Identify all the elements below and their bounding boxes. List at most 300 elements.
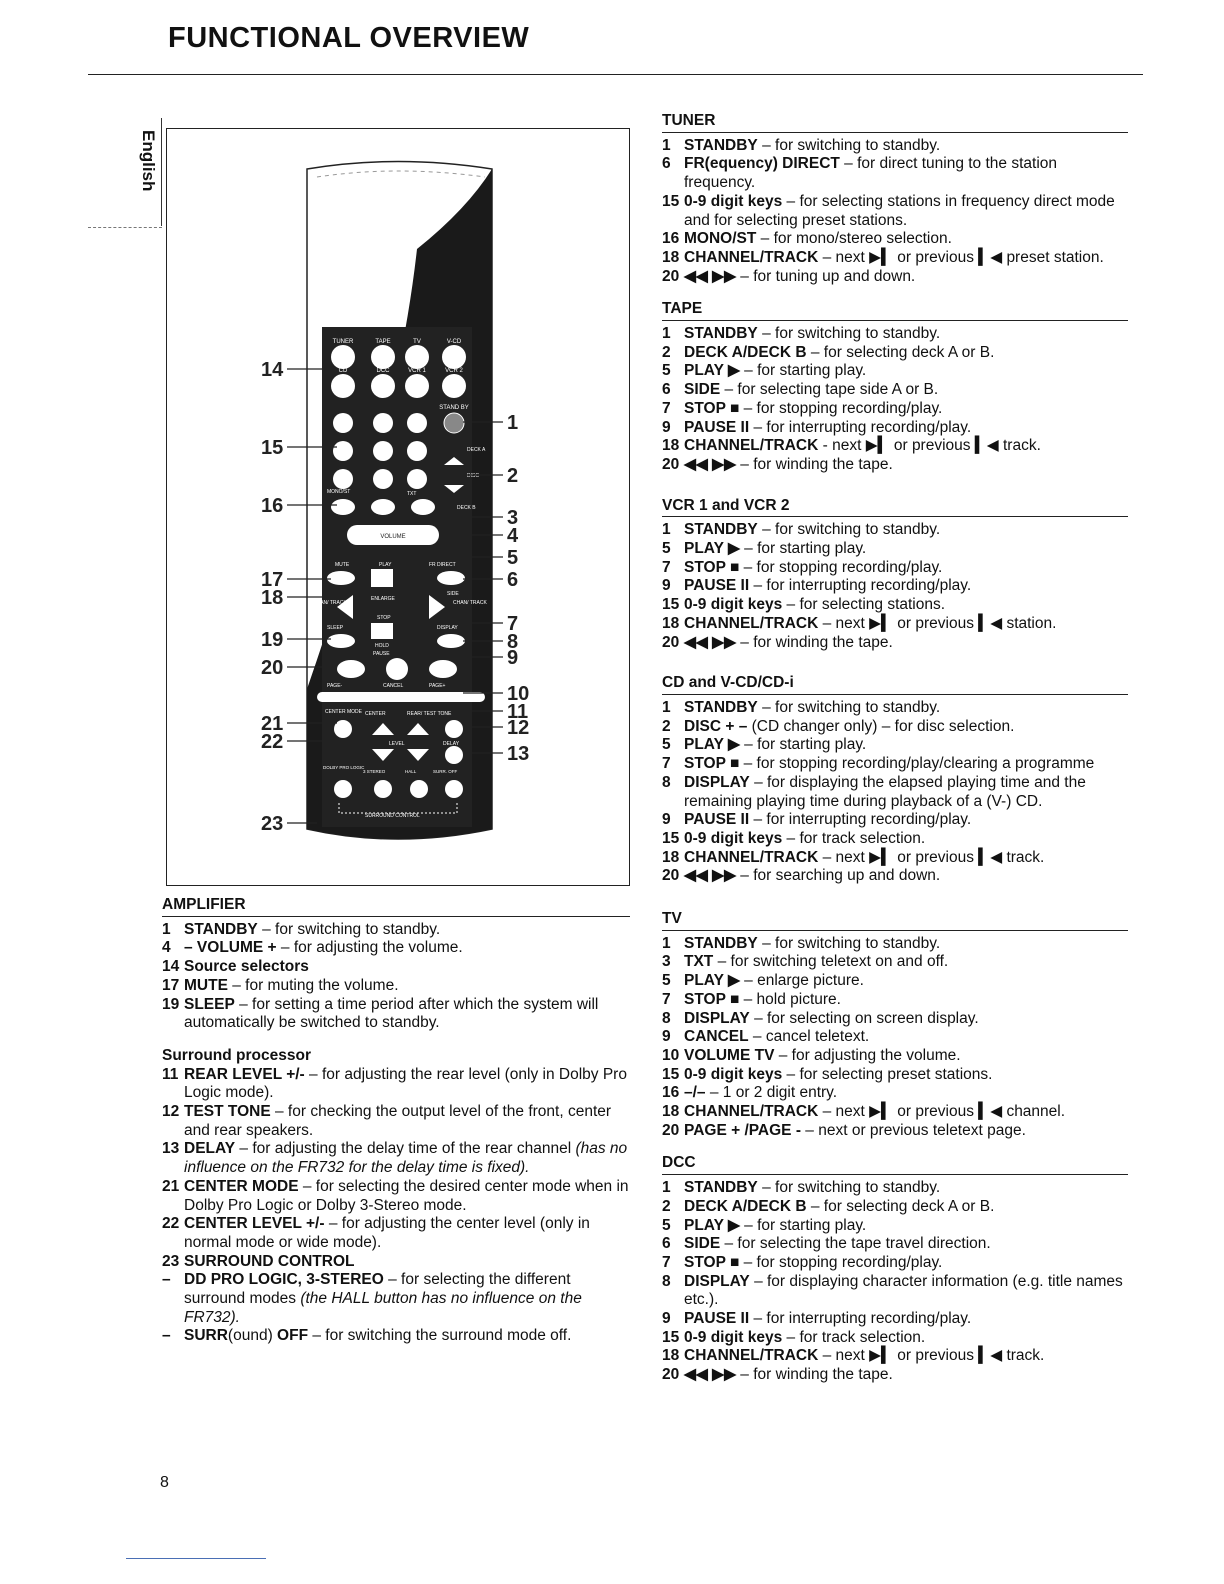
item-text <box>684 935 1128 954</box>
item-key: PLAY ▶ <box>684 972 740 990</box>
item-number: 18 <box>662 848 680 866</box>
item-number: 9 <box>662 418 671 436</box>
item-key: STANDBY <box>684 325 758 343</box>
item-key: CHANNEL/TRACK <box>684 437 819 455</box>
tab-bar <box>161 118 162 226</box>
item-key: DISPLAY <box>684 773 750 791</box>
item-number: 15 <box>662 1065 680 1083</box>
item-text <box>684 249 1128 268</box>
item-number: 9 <box>662 811 671 829</box>
cd-item <box>662 736 1128 755</box>
item-key: REAR LEVEL +/- <box>184 1065 305 1083</box>
dcc-item <box>662 1329 1128 1348</box>
remote-illustration <box>167 129 629 885</box>
item-key: PLAY ▶ <box>684 540 740 558</box>
tuner-item <box>662 137 1128 156</box>
item-key: CHANNEL/TRACK <box>684 614 819 632</box>
tab-dash <box>88 227 162 228</box>
sleep-label: SLEEP <box>327 625 344 631</box>
item-number: 6 <box>662 1235 671 1253</box>
item-number: 1 <box>662 934 671 952</box>
item-text <box>184 958 630 977</box>
item-number: 6 <box>662 155 671 173</box>
item-text <box>684 596 1128 615</box>
source-label: VCR 1 <box>408 368 426 374</box>
tape-item <box>662 437 1128 456</box>
amplifier-heading: AMPLIFIER <box>162 896 630 917</box>
item-text <box>684 1254 1128 1273</box>
play-label: PLAY <box>379 562 392 568</box>
item-text <box>684 1028 1128 1047</box>
source-button <box>331 374 355 398</box>
tv-item <box>662 1084 1128 1103</box>
pause-label: PAUSE <box>373 651 390 657</box>
stop-button <box>371 623 393 639</box>
item-text <box>684 774 1128 811</box>
item-number: 7 <box>662 755 671 773</box>
item-number: 14 <box>162 958 180 976</box>
item-key: 0-9 digit keys <box>684 1328 783 1346</box>
item-number: 3 <box>662 953 671 971</box>
item-key: STANDBY <box>184 920 258 938</box>
callout-number: 23 <box>261 813 284 835</box>
vcr-section <box>662 497 1128 653</box>
item-text <box>684 972 1128 991</box>
tv-item <box>662 972 1128 991</box>
callout-number: 1 <box>507 412 519 434</box>
source-label: V-CD <box>446 339 462 345</box>
item-text <box>184 1271 630 1327</box>
item-text <box>684 615 1128 634</box>
tv-item <box>662 953 1128 972</box>
item-desc: – enlarge picture. <box>739 972 864 990</box>
callout-number: 2 <box>507 465 519 487</box>
surround-heading: Surround processor <box>162 1046 311 1064</box>
item-key: DISC + – <box>684 717 748 735</box>
surround-mode-button <box>374 780 392 798</box>
item-number: 10 <box>662 1046 680 1064</box>
item-key: STANDBY <box>684 521 758 539</box>
item-desc: – for displaying the elapsed playing time and the remaining playing time during playback of a (V-) CD. <box>684 773 1086 810</box>
item-text <box>684 755 1128 774</box>
item-number: 20 <box>662 455 680 473</box>
item-desc: – for muting the volume. <box>227 976 399 994</box>
source-button <box>442 345 466 369</box>
item-key: SURR <box>184 1327 228 1345</box>
callout-number: 11 <box>507 701 529 723</box>
item-text <box>684 155 1128 192</box>
vcr-heading: VCR 1 and VCR 2 <box>662 497 1128 518</box>
item-key: SIDE <box>684 381 721 399</box>
item-desc: – for selecting stations in frequency direct mode and for selecting preset stations. <box>684 192 1115 229</box>
tape-item <box>662 419 1128 438</box>
item-number: 2 <box>662 717 671 735</box>
disc-label: DISC <box>467 473 479 479</box>
item-number: 15 <box>662 1328 680 1346</box>
amplifier-item <box>162 977 630 996</box>
item-number: 5 <box>662 1216 671 1234</box>
item-number: 2 <box>662 343 671 361</box>
item-desc: – for searching up and down. <box>736 867 941 885</box>
sleep-button <box>327 634 355 648</box>
item-text <box>684 1366 1128 1385</box>
callout-number: 4 <box>507 525 519 547</box>
item-key: 0-9 digit keys <box>684 192 783 210</box>
surround-mode-button <box>334 780 352 798</box>
item-number: 17 <box>162 976 180 994</box>
vcr-item <box>662 615 1128 634</box>
dcc-item <box>662 1310 1128 1329</box>
item-desc: – next ▶▍ or previous ▍◀ track. <box>818 1347 1045 1365</box>
callout-number: 14 <box>261 359 284 381</box>
digit-button <box>407 441 427 461</box>
item-text <box>684 811 1128 830</box>
item-desc: – for selecting the tape travel direction. <box>720 1235 991 1253</box>
item-desc: – for setting a time period after which the system will automatically be switched to standby. <box>184 995 599 1032</box>
item-desc: – for stopping recording/play/clearing a programme <box>739 755 1095 773</box>
item-key: 0-9 digit keys <box>684 596 783 614</box>
item-text <box>184 1066 630 1103</box>
tape-item <box>662 400 1128 419</box>
item-dash: – <box>162 1271 171 1289</box>
source-button <box>405 345 429 369</box>
tv-item <box>662 1066 1128 1085</box>
item-text <box>684 867 1128 886</box>
item-text <box>184 1215 630 1252</box>
item-text <box>184 1178 630 1215</box>
item-key: TXT <box>684 953 714 971</box>
item-desc: – cancel teletext. <box>748 1028 870 1046</box>
item-desc: – for switching to standby. <box>757 1179 941 1197</box>
cd-heading: CD and V-CD/CD-i <box>662 674 1128 695</box>
tv-item <box>662 1122 1128 1141</box>
callout-number: 18 <box>261 587 284 609</box>
item-text <box>684 991 1128 1010</box>
item-desc: – for stopping recording/play. <box>739 1253 943 1271</box>
item-number: 8 <box>662 1009 671 1027</box>
dolby-label: DOLBY PRO LOGIC <box>323 765 365 770</box>
tape-item <box>662 325 1128 344</box>
item-number: 20 <box>662 1121 680 1139</box>
item-desc: – for selecting deck A or B. <box>806 343 995 361</box>
source-label: TV <box>413 339 421 345</box>
item-number: 1 <box>662 136 671 154</box>
item-desc: – for track selection. <box>782 829 926 847</box>
item-desc: – for selecting the different surround modes <box>184 1271 571 1308</box>
item-note: (the HALL button has no influence on the FR732). <box>184 1290 582 1326</box>
item-desc: – for adjusting the delay time of the rear channel <box>235 1140 576 1158</box>
item-desc: – next ▶▍ or previous ▍◀ preset station. <box>818 248 1104 266</box>
item-key: MUTE <box>184 976 228 994</box>
item-number: 7 <box>662 399 671 417</box>
surround-item <box>162 1066 630 1103</box>
item-text <box>684 1179 1128 1198</box>
page-title: FUNCTIONAL OVERVIEW <box>168 22 530 54</box>
digit-button <box>373 441 393 461</box>
item-text <box>684 1329 1128 1348</box>
item-text <box>684 437 1128 456</box>
item-number: 18 <box>662 614 680 632</box>
item-text <box>684 1084 1128 1103</box>
item-number: 12 <box>162 1103 180 1121</box>
item-dash: – <box>162 1327 171 1345</box>
item-key: CANCEL <box>684 1028 749 1046</box>
item-text <box>184 939 630 958</box>
cd-item <box>662 811 1128 830</box>
monost-label: MONO/ST <box>327 489 351 495</box>
item-number: 16 <box>662 1084 680 1102</box>
item-key: PLAY ▶ <box>684 736 740 754</box>
amplifier-section <box>162 896 630 1346</box>
item-key: ◀◀ ▶▶ <box>684 867 736 885</box>
fr-direct-label: FR DIRECT <box>429 562 456 568</box>
item-desc: – for selecting preset stations. <box>782 1065 993 1083</box>
callout-number: 13 <box>507 743 530 765</box>
surr-off-label: SURR. OFF <box>433 769 458 774</box>
item-text <box>184 1103 630 1140</box>
digit-button <box>407 469 427 489</box>
tv-item <box>662 1103 1128 1122</box>
item-key: VOLUME TV <box>684 1046 775 1064</box>
item-key: STANDBY <box>684 934 758 952</box>
play-button <box>371 569 393 587</box>
remote-figure <box>166 128 630 886</box>
cd-item <box>662 849 1128 868</box>
digit-button <box>331 499 355 515</box>
item-text <box>684 1235 1128 1254</box>
item-text <box>684 559 1128 578</box>
item-key: MONO/ST <box>684 230 757 248</box>
callout-number: 16 <box>261 495 284 517</box>
item-number: 11 <box>162 1065 179 1083</box>
item-number: 5 <box>662 540 671 558</box>
title-rule <box>88 74 1143 75</box>
surround-mode-item <box>162 1271 630 1327</box>
item-number: 20 <box>662 633 680 651</box>
digit-button <box>373 413 393 433</box>
item-number: 4 <box>162 939 171 957</box>
item-key: CHANNEL/TRACK <box>684 1347 819 1365</box>
side-label: SIDE <box>447 591 459 597</box>
tv-item <box>662 1047 1128 1066</box>
item-key: FR(equency) DIRECT <box>684 155 840 173</box>
item-text <box>684 1217 1128 1236</box>
item-key: PAGE + /PAGE - <box>684 1121 801 1139</box>
item-number: 5 <box>662 736 671 754</box>
mute-button <box>327 571 355 585</box>
item-desc: – for starting play. <box>739 736 867 754</box>
item-key: STANDBY <box>684 698 758 716</box>
digit-button <box>333 441 353 461</box>
item-key: DISPLAY <box>684 1009 750 1027</box>
tv-item <box>662 991 1128 1010</box>
item-desc: – next or previous teletext page. <box>801 1121 1026 1139</box>
item-key: STOP ■ <box>684 1253 740 1271</box>
item-text <box>684 456 1128 475</box>
item-key: PAUSE II <box>684 577 750 595</box>
callout-number: 20 <box>261 657 284 679</box>
item-desc: – for adjusting the volume. <box>276 939 463 957</box>
item-desc: – for interrupting recording/play. <box>749 577 972 595</box>
item-text <box>684 699 1128 718</box>
item-text <box>684 1103 1128 1122</box>
dcc-item <box>662 1273 1128 1310</box>
delay-label: DELAY <box>443 741 460 747</box>
amplifier-item <box>162 921 630 940</box>
item-number: 21 <box>162 1177 180 1195</box>
item-key: STOP ■ <box>684 558 740 576</box>
source-button <box>331 345 355 369</box>
item-text <box>684 540 1128 559</box>
tape-section <box>662 300 1128 474</box>
chan-track-right-label: CHAN/ TRACK <box>453 600 487 606</box>
dcc-item <box>662 1217 1128 1236</box>
item-key: ◀◀ ▶▶ <box>684 267 736 285</box>
item-text <box>684 325 1128 344</box>
tape-item <box>662 381 1128 400</box>
fr-direct-button <box>437 571 465 585</box>
item-number: 1 <box>662 1179 671 1197</box>
callout-number: 6 <box>507 569 519 591</box>
source-label: TAPE <box>375 339 391 345</box>
tv-item <box>662 1010 1128 1029</box>
tuner-item <box>662 268 1128 287</box>
item-text <box>684 1347 1128 1366</box>
item-text <box>184 1140 630 1177</box>
item-desc: – for interrupting recording/play. <box>749 811 972 829</box>
item-desc: – for selecting the desired center mode when in Dolby Pro Logic or Dolby 3-Stereo mode. <box>184 1177 629 1214</box>
item-text <box>184 921 630 940</box>
item-number: 9 <box>662 577 671 595</box>
vcr-item <box>662 540 1128 559</box>
item-text <box>684 1122 1128 1141</box>
tuner-item <box>662 230 1128 249</box>
tuner-item <box>662 155 1128 192</box>
center-mode-label: CENTER MODE <box>325 709 362 715</box>
item-text <box>684 344 1128 363</box>
source-label: CD <box>338 368 348 374</box>
item-number: 7 <box>662 558 671 576</box>
callout-number: 9 <box>507 647 519 669</box>
callout-number: 7 <box>507 613 519 635</box>
tuner-section <box>662 112 1128 286</box>
item-number: 2 <box>662 1197 671 1215</box>
dcc-section <box>662 1154 1128 1384</box>
item-desc: – for tuning up and down. <box>736 267 916 285</box>
surround-mode-item <box>162 1327 630 1346</box>
dcc-item <box>662 1347 1128 1366</box>
language-tab <box>128 118 162 228</box>
surround-control-label: SURROUND CONTROL <box>365 813 420 819</box>
item-number: 1 <box>162 920 171 938</box>
stop-label: STOP <box>377 615 391 621</box>
item-desc: – for starting play. <box>739 362 867 380</box>
item-key: PAUSE II <box>684 1310 750 1328</box>
item-key: SIDE <box>684 1235 721 1253</box>
language-label: English <box>139 130 158 192</box>
item-text <box>684 1310 1128 1329</box>
item-desc: – for switching to standby. <box>757 325 941 343</box>
item-number: 7 <box>662 1253 671 1271</box>
item-key: DECK A/DECK B <box>684 343 807 361</box>
tv-heading: TV <box>662 910 1128 931</box>
item-number: 1 <box>662 698 671 716</box>
item-key: ◀◀ ▶▶ <box>684 633 736 651</box>
item-note: (has no influence on the FR732 for the delay time is fixed). <box>184 1140 628 1177</box>
item-desc: – for adjusting the center level (only in normal mode or wide mode). <box>184 1215 590 1251</box>
item-desc: – for selecting deck A or B. <box>806 1197 995 1215</box>
source-button <box>405 374 429 398</box>
item-key: CHANNEL/TRACK <box>684 1103 819 1121</box>
stereo3-label: 3 STEREO <box>363 769 386 774</box>
surround-item <box>162 1253 630 1272</box>
item-text <box>684 1273 1128 1310</box>
digit-button <box>411 499 435 515</box>
item-desc: – for displaying character information (e.g. title names etc.). <box>684 1272 1123 1309</box>
pause-button <box>386 658 408 680</box>
hall-label: HALL <box>405 769 417 774</box>
item-number: 20 <box>662 867 680 885</box>
volume-label: VOLUME <box>380 534 406 540</box>
callout-number: 22 <box>261 731 284 753</box>
surround-mode-button <box>410 780 428 798</box>
item-text <box>684 521 1128 540</box>
item-text <box>684 1047 1128 1066</box>
item-key: STOP ■ <box>684 990 740 1008</box>
source-label: TUNER <box>332 339 354 345</box>
source-button <box>442 374 466 398</box>
item-text <box>684 1198 1128 1217</box>
item-number: 8 <box>662 1272 671 1290</box>
callout-number: 21 <box>261 713 284 735</box>
item-number: 19 <box>162 995 180 1013</box>
item-desc: – for stopping recording/play. <box>739 399 943 417</box>
item-desc: - next ▶▍ or previous ▍◀ track. <box>818 437 1041 455</box>
tape-item <box>662 456 1128 475</box>
item-desc: – for switching to standby. <box>257 920 441 938</box>
item-desc: – for stopping recording/play. <box>739 558 943 576</box>
callout-number: 3 <box>507 507 519 529</box>
source-button <box>371 374 395 398</box>
item-desc: – for track selection. <box>782 1328 926 1346</box>
amplifier-item <box>162 939 630 958</box>
item-desc: – for interrupting recording/play. <box>749 1310 972 1328</box>
cd-item <box>662 867 1128 886</box>
callout-number: 17 <box>261 569 284 591</box>
tape-heading: TAPE <box>662 300 1128 321</box>
item-number: 6 <box>662 381 671 399</box>
item-number: 1 <box>662 521 671 539</box>
item-desc: – for mono/stereo selection. <box>756 230 952 248</box>
cd-section <box>662 674 1128 886</box>
dcc-item <box>662 1366 1128 1385</box>
cd-item <box>662 699 1128 718</box>
hold-label: HOLD <box>375 643 389 649</box>
item-number: 5 <box>662 362 671 380</box>
forward-button <box>429 660 457 678</box>
item-key: PLAY ▶ <box>684 362 740 380</box>
item-text <box>184 996 630 1033</box>
page-plus-label: PAGE+ <box>429 683 446 689</box>
item-desc: – for switching to standby. <box>757 521 941 539</box>
source-label: DCC <box>376 368 390 374</box>
item-number: 9 <box>662 1310 671 1328</box>
item-key-rest: (ound) <box>227 1327 278 1345</box>
surround-item <box>162 1140 630 1177</box>
deck-b-label: DECK B <box>457 505 476 511</box>
enlarge-label: ENLARGE <box>371 596 395 602</box>
item-text <box>684 381 1128 400</box>
